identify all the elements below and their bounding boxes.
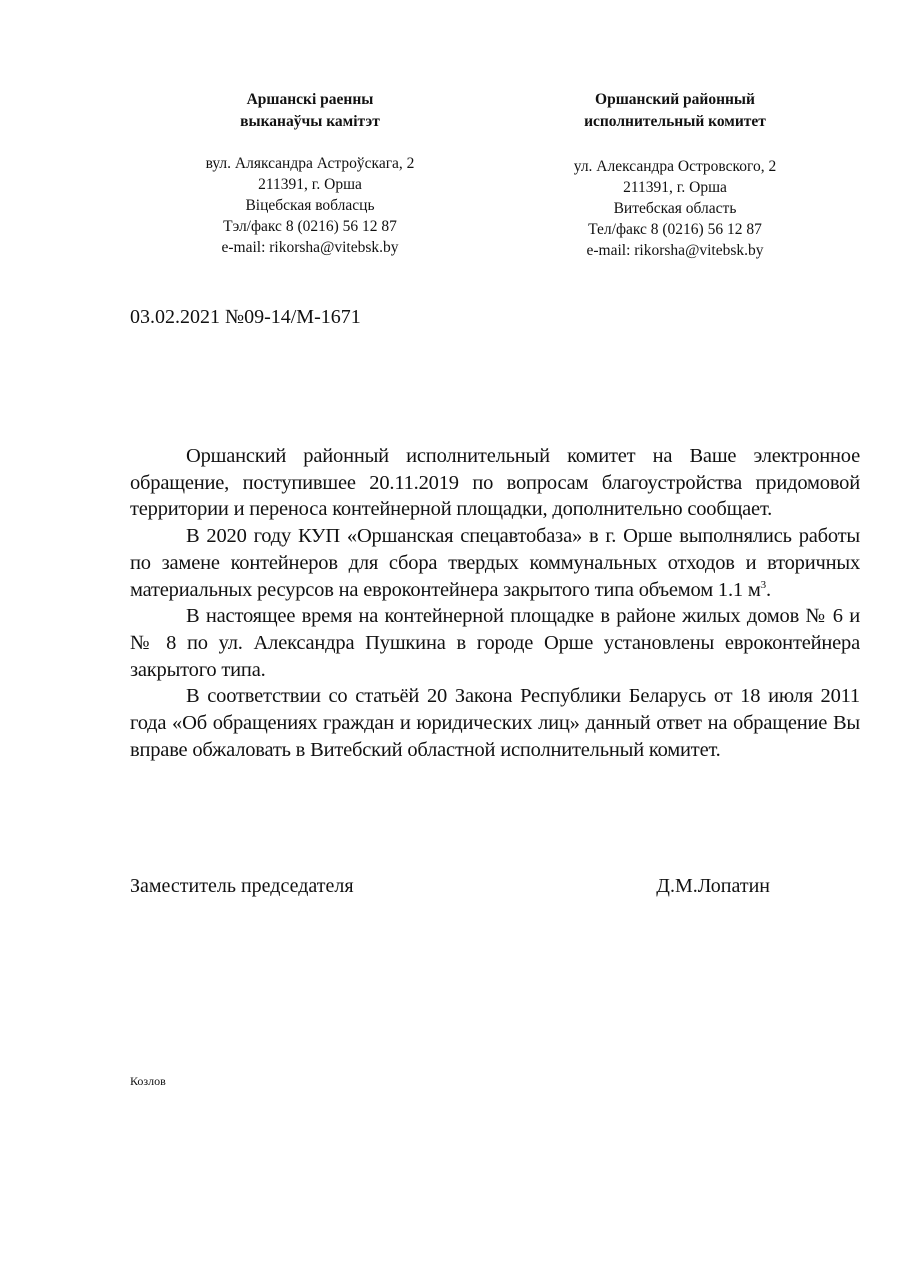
org-name-line-2: выканаўчы камітэт (240, 113, 380, 130)
superscript: 3 (760, 578, 766, 591)
email: e-mail: rikorsha@vitebsk.by (586, 242, 764, 259)
signatory-name: Д.М.Лопатин (656, 875, 770, 897)
signatory-position: Заместитель председателя (130, 875, 354, 897)
signature-block (130, 875, 770, 898)
phone-fax: Тел/факс 8 (0216) 56 12 87 (588, 221, 762, 238)
document-reference-number: 03.02.2021 №09-14/М-1671 (130, 306, 361, 328)
org-name-line-2: исполнительный комитет (584, 113, 766, 130)
email: e-mail: rikorsha@vitebsk.by (221, 239, 399, 256)
paragraph-3: В настоящее время на контейнерной площадке в районе жилых домов № 6 и № 8 по ул. Александра Пушкина в городе Орше установлены евроконтейнера закрытого типа. (130, 605, 860, 681)
region: Віцебская вобласць (245, 197, 375, 214)
organization-name-ru (520, 89, 830, 133)
org-name-line-1: Оршанский районный (595, 91, 755, 108)
paragraph-2 (130, 523, 860, 603)
address-block-ru (520, 156, 830, 261)
executor-name: Козлов (130, 1074, 166, 1088)
street-address: ул. Александра Островского, 2 (573, 158, 777, 175)
paragraph-2-end: . (765, 578, 771, 601)
phone-fax: Тэл/факс 8 (0216) 56 12 87 (223, 218, 397, 235)
street-address: вул. Аляксандра Астроўскага, 2 (205, 155, 415, 172)
paragraph-4: В соответствии со статьёй 20 Закона Республики Беларусь от 18 июля 2011 года «Об обращениях граждан и юридических лиц» данный ответ на обращение Вы вправе обжаловать в Витебский областной исполнительный комитет. (130, 685, 860, 761)
region: Витебская область (613, 200, 737, 217)
letterhead-russian (520, 89, 830, 261)
paragraph-1: Оршанский районный исполнительный комитет на Ваше электронное обращение, поступившее 20.11.2019 по вопросам благоустройства придомовой территории и переноса контейнерной площадки, дополнительно сообщает. (130, 445, 860, 521)
letterhead-belarusian (160, 89, 460, 258)
paragraph-2-text: В 2020 году КУП «Оршанская спецавтобаза» в г. Орше выполнялись работы по замене контейнеров для сбора твердых коммунальных отходов и вторичных материальных ресурсов на евроконтейнера закрытого типа объемом 1.1 м (130, 525, 860, 601)
org-name-line-1: Аршанскі раенны (246, 91, 374, 108)
organization-name-by (160, 89, 460, 133)
letter-body (130, 443, 860, 763)
address-block-by (160, 153, 460, 258)
postal-city: 211391, г. Орша (623, 179, 727, 196)
postal-city: 211391, г. Орша (258, 176, 362, 193)
